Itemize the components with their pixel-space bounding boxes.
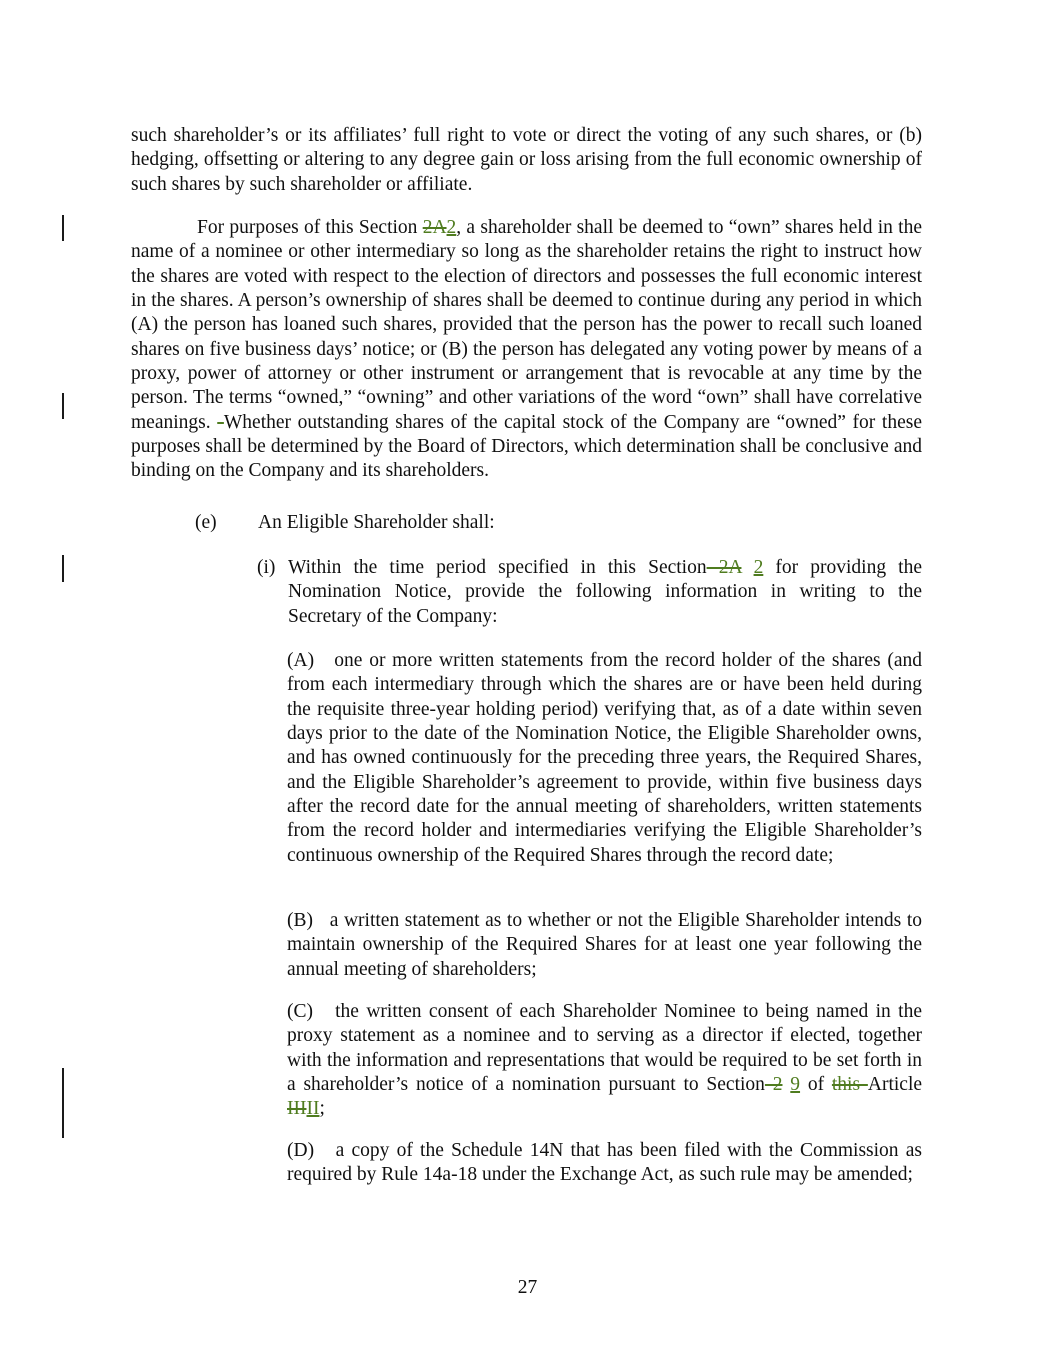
item-e-label: (e) <box>195 512 217 533</box>
paragraph-ownership-definition: For purposes of this Section 2A2, a shareholder shall be deemed to “own” shares held in the name of a nominee or other intermediary so long as the shareholder retains the right to instruct how the shares are voted with respect to the election of directors and possesses the full economic interest in the shares. A person’s ownership of shares shall be deemed to continue during any period in which (A) the person has loaned such shares, provided that the person has the power to recall such loaned shares on five business days’ notice; or (B) the person has delegated any voting power by means of a proxy, power of attorney or other instrument or arrangement that is revocable at any time by the person. The terms “owned,” “owning” and other variations of the word “own” shall have correlative meanings. Whether outstanding shares of the capital stock of the Company are “owned” for these purposes shall be determined by the Board of Directors, which determination shall be conclusive and binding on the Company and its shareholders. <box>131 217 923 482</box>
paragraph-voting-rights: such shareholder’s or its affiliates’ full right to vote or direct the voting of any such shares, or (b) hedging, offsetting or altering to any degree gain or loss arising from the full economic ownership of such shares by such shareholder or affiliate. <box>131 125 922 195</box>
item-b-ownership-statement: (B) a written statement as to whether or not the Eligible Shareholder intends to maintain ownership of the Required Shares for at least one year following the annual meeting of shareholders; <box>287 910 922 980</box>
revision-change-bar <box>62 393 64 419</box>
item-a-written-statements: (A) one or more written statements from the record holder of the shares (and from each intermediary through which the shares are or have been held during the requisite three-year holding period) verifying that, as of a date within seven days prior to the date of the Nomination Notice, the Eligible Shareholder owns, and has owned continuously for the preceding three years, the Required Shares, and the Eligible Shareholder’s agreement to provide, within five business days after the record date for the annual meeting of shareholders, written statements from the record holder and intermediaries verifying the Eligible Shareholder’s continuous ownership of the Required Shares through the record date; <box>287 650 922 866</box>
item-i-label: (i) <box>257 557 276 578</box>
item-i-text: Within the time period specified in this Section 2A 2 for providing the Nomination Notice, provide the following information in writing to the Secretary of the Company: <box>288 557 923 627</box>
item-e <box>195 511 495 535</box>
revision-change-bar <box>62 215 64 241</box>
page-number: 27 <box>517 1277 538 1298</box>
item-i <box>257 556 922 629</box>
item-e-text: An Eligible Shareholder shall: <box>258 512 495 533</box>
revision-change-bar <box>62 1068 64 1138</box>
item-c-nominee-consent: (C) the written consent of each Shareholder Nominee to being named in the proxy statement as a nominee and to serving as a director if elected, together with the information and representations that would be required to be set forth in a shareholder’s notice of a nomination pursuant to Section 2 9 of this Article IIIII; <box>287 1001 923 1120</box>
item-d-schedule-14n: (D) a copy of the Schedule 14N that has been filed with the Commission as required by Rule 14a-18 under the Exchange Act, as such rule may be amended; <box>287 1140 922 1186</box>
revision-change-bar <box>62 555 64 582</box>
